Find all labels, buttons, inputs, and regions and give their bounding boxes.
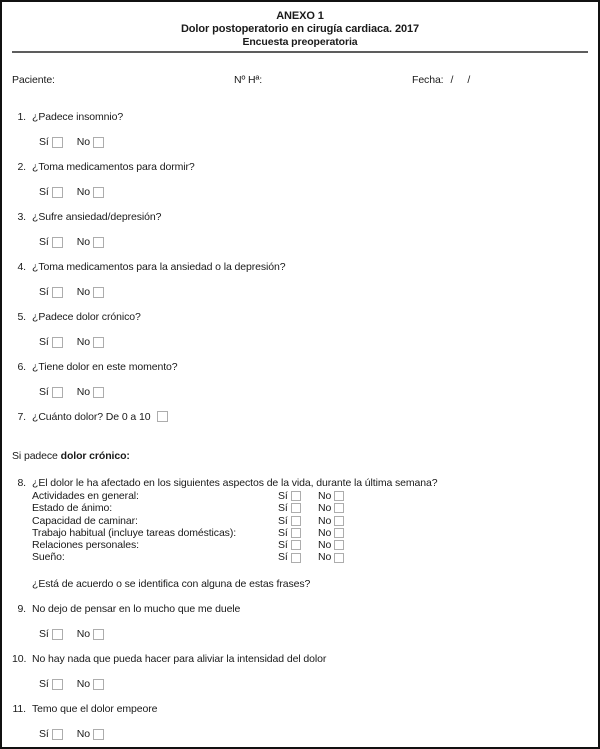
question-10 [12, 653, 588, 666]
q8-relations-yes-checkbox[interactable] [291, 540, 301, 550]
no-label: No [318, 490, 332, 502]
form-header [12, 10, 588, 49]
q8-item-label: Sueño: [32, 551, 65, 564]
no-label: No [76, 727, 90, 740]
question-1 [12, 111, 588, 124]
q11-no-checkbox[interactable] [93, 729, 104, 740]
question-6 [12, 361, 588, 374]
q8-work-yes-checkbox[interactable] [291, 528, 301, 538]
q8-item-label: Relaciones personales: [32, 539, 139, 552]
question-11-answers [39, 728, 588, 741]
q3-no-checkbox[interactable] [93, 237, 104, 248]
question-6-number: 6. [17, 361, 26, 373]
no-label: No [318, 526, 332, 539]
no-label: No [318, 551, 332, 564]
q1-yes-checkbox[interactable] [52, 137, 63, 148]
q8-item-walking [32, 515, 588, 527]
yes-label: Sí [39, 136, 49, 148]
question-1-text: ¿Padece insomnio? [32, 111, 124, 123]
yes-label: Sí [278, 490, 288, 502]
yes-label: Sí [278, 526, 288, 539]
note-prefix: Si padece [12, 450, 61, 462]
question-7-number: 7. [17, 411, 26, 423]
question-4-number: 4. [17, 261, 26, 273]
question-11 [12, 703, 588, 716]
record-number-label: Nº Hª: [234, 74, 263, 86]
q8-activities-no-checkbox[interactable] [334, 491, 344, 501]
header-divider [12, 51, 588, 53]
yes-label: Sí [39, 727, 49, 740]
no-label: No [318, 502, 332, 515]
yes-label: Sí [278, 539, 288, 552]
no-label: No [76, 136, 90, 148]
q3-yes-checkbox[interactable] [52, 237, 63, 248]
question-9-number: 9. [17, 602, 26, 615]
yes-label: Sí [39, 677, 49, 690]
q4-yes-checkbox[interactable] [52, 287, 63, 298]
question-2-text: ¿Toma medicamentos para dormir? [32, 161, 195, 173]
question-3-answers [39, 236, 588, 249]
q10-yes-checkbox[interactable] [52, 679, 63, 690]
date-value: / / [450, 74, 471, 86]
q2-yes-checkbox[interactable] [52, 187, 63, 198]
q8-sleep-yes-checkbox[interactable] [291, 553, 301, 563]
no-label: No [318, 514, 332, 527]
q4-no-checkbox[interactable] [93, 287, 104, 298]
q1-no-checkbox[interactable] [93, 137, 104, 148]
q6-yes-checkbox[interactable] [52, 387, 63, 398]
yes-label: Sí [39, 336, 49, 348]
q8-walking-yes-checkbox[interactable] [291, 516, 301, 526]
q8-walking-no-checkbox[interactable] [334, 516, 344, 526]
note-bold: dolor crónico: [60, 450, 130, 462]
q8-mood-no-checkbox[interactable] [334, 503, 344, 513]
question-8 [12, 477, 588, 490]
question-9-text: No dejo de pensar en lo mucho que me duele [32, 602, 241, 615]
question-4-text: ¿Toma medicamentos para la ansiedad o la depresión? [32, 261, 286, 273]
yes-label: Sí [278, 502, 288, 515]
question-4-answers [39, 286, 588, 299]
no-label: No [76, 627, 90, 640]
q5-yes-checkbox[interactable] [52, 337, 63, 348]
patient-label: Paciente: [12, 74, 55, 86]
q9-yes-checkbox[interactable] [52, 629, 63, 640]
q8-item-label: Estado de ánimo: [32, 502, 113, 515]
q8-item-relations [32, 539, 588, 551]
question-7-text [32, 411, 168, 424]
q8-sleep-no-checkbox[interactable] [334, 553, 344, 563]
question-2 [12, 161, 588, 174]
question-4 [12, 261, 588, 274]
yes-label: Sí [39, 386, 49, 398]
form-subtitle: Dolor postoperatorio en cirugía cardiaca. 2017 [180, 23, 420, 35]
question-8-number: 8. [17, 477, 26, 489]
no-label: No [76, 336, 90, 348]
q8-item-activities [32, 490, 588, 502]
question-7-label: ¿Cuánto dolor? De 0 a 10 [32, 411, 151, 423]
q7-pain-score-checkbox[interactable] [157, 411, 168, 422]
no-label: No [76, 286, 90, 298]
chronic-pain-note [12, 450, 588, 463]
q8-item-mood [32, 502, 588, 514]
question-3-text: ¿Sufre ansiedad/depresión? [32, 211, 162, 223]
yes-label: Sí [39, 286, 49, 298]
q11-yes-checkbox[interactable] [52, 729, 63, 740]
question-11-text: Temo que el dolor empeore [32, 702, 158, 715]
agreement-prompt: ¿Está de acuerdo o se identifica con alguna de estas frases? [32, 577, 311, 590]
no-label: No [76, 236, 90, 248]
no-label: No [76, 677, 90, 690]
question-5 [12, 311, 588, 324]
identity-fields-row [12, 74, 588, 87]
question-6-text: ¿Tiene dolor en este momento? [32, 361, 178, 373]
q8-item-label: Trabajo habitual (incluye tareas domésticas): [32, 526, 237, 539]
q10-no-checkbox[interactable] [93, 679, 104, 690]
form-section-title: Encuesta preoperatoria [242, 36, 358, 48]
q6-no-checkbox[interactable] [93, 387, 104, 398]
q8-mood-yes-checkbox[interactable] [291, 503, 301, 513]
q8-item-work [32, 527, 588, 539]
q8-relations-no-checkbox[interactable] [334, 540, 344, 550]
yes-label: Sí [39, 627, 49, 640]
q8-item-sleep [32, 551, 588, 563]
q8-work-no-checkbox[interactable] [334, 528, 344, 538]
date-label: Fecha: [412, 74, 444, 86]
no-label: No [76, 386, 90, 398]
q2-no-checkbox[interactable] [93, 187, 104, 198]
question-1-number: 1. [17, 111, 26, 123]
yes-label: Sí [278, 514, 288, 527]
question-5-answers [39, 336, 588, 349]
form-title: ANEXO 1 [276, 10, 324, 22]
question-6-answers [39, 386, 588, 399]
question-7 [12, 411, 588, 424]
yes-label: Sí [39, 186, 49, 198]
question-3 [12, 211, 588, 224]
q8-activities-yes-checkbox[interactable] [291, 491, 301, 501]
q9-no-checkbox[interactable] [93, 629, 104, 640]
question-2-number: 2. [17, 161, 26, 173]
yes-label: Sí [278, 551, 288, 564]
question-5-number: 5. [17, 311, 26, 323]
no-label: No [318, 539, 332, 552]
question-10-text: No hay nada que pueda hacer para aliviar la intensidad del dolor [32, 652, 327, 665]
yes-label: Sí [39, 236, 49, 248]
q8-item-label: Actividades en general: [32, 490, 139, 502]
question-1-answers [39, 136, 588, 149]
no-label: No [76, 186, 90, 198]
question-9 [12, 603, 588, 616]
question-3-number: 3. [17, 211, 26, 223]
question-2-answers [39, 186, 588, 199]
question-11-number: 11. [12, 702, 26, 715]
question-5-text: ¿Padece dolor crónico? [32, 311, 141, 323]
question-8-text: ¿El dolor le ha afectado en los siguientes aspectos de la vida, durante la última semana? [32, 477, 438, 489]
question-10-answers [39, 678, 588, 691]
q8-item-label: Capacidad de caminar: [32, 514, 138, 527]
question-9-answers [39, 628, 588, 641]
question-10-number: 10. [12, 652, 27, 665]
q5-no-checkbox[interactable] [93, 337, 104, 348]
question-8-items [32, 490, 588, 564]
